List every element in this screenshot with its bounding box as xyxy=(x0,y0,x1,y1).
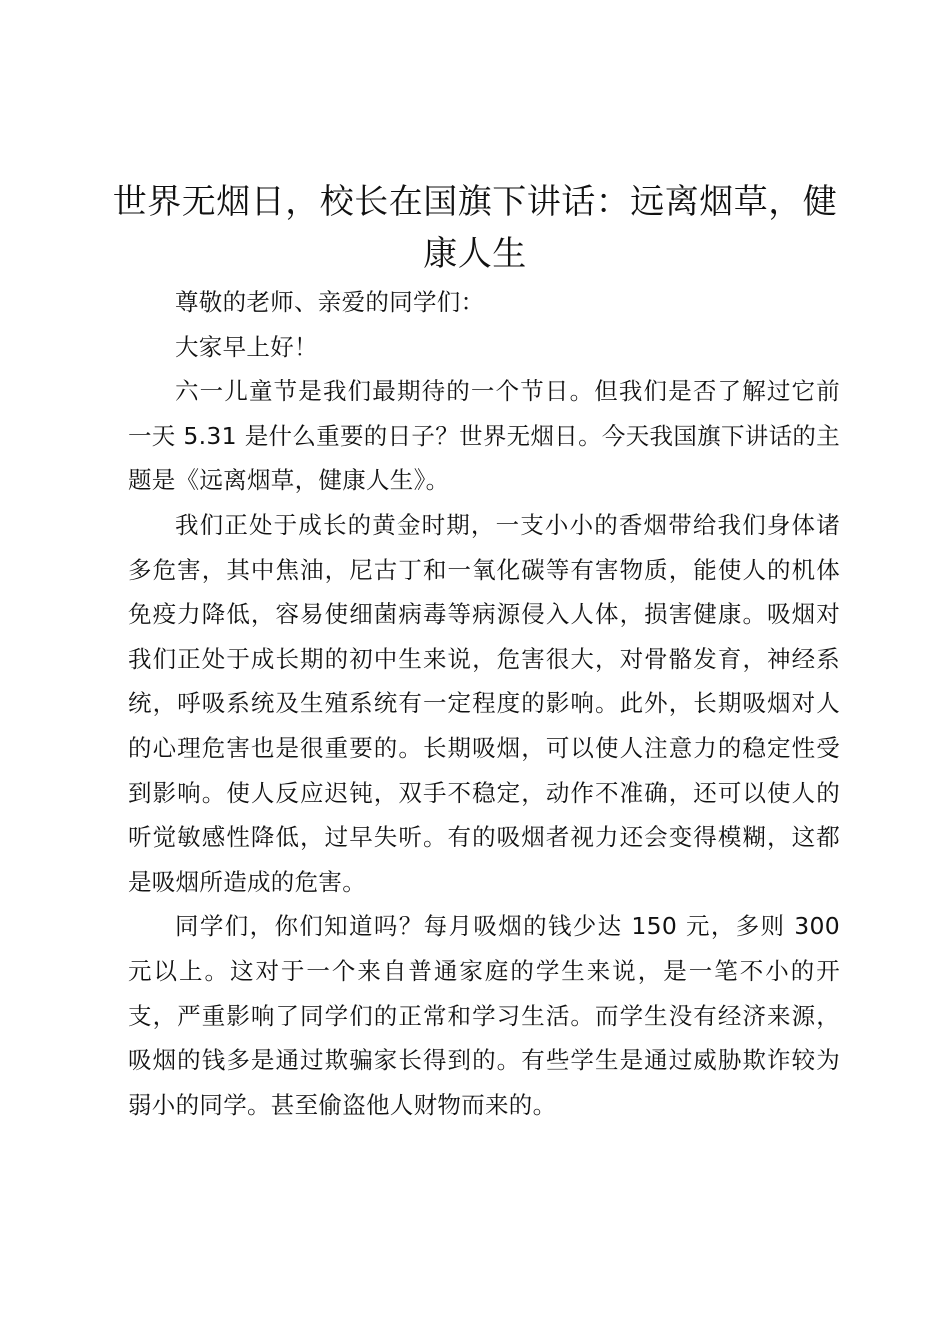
intro-paragraph: 六一儿童节是我们最期待的一个节日。但我们是否了解过它前一天 5.31 是什么重要的日子？世界无烟日。今天我国旗下讲话的主题是《远离烟草，健康人生》。 xyxy=(128,377,840,495)
document-title: 世界无烟日，校长在国旗下讲话：远离烟草，健康人生 xyxy=(112,182,838,274)
salutation-paragraph: 尊敬的老师、亲爱的同学们： xyxy=(175,288,485,316)
greeting-paragraph: 大家早上好！ xyxy=(175,332,318,361)
document-body xyxy=(128,280,840,1127)
health-harm-paragraph: 我们正处于成长的黄金时期，一支小小的香烟带给我们身体诸多危害，其中焦油，尼古丁和一氧化碳等有害物质，能使人的机体免疫力降低，容易使细菌病毒等病源侵入人体，损害健康。吸烟对我们正处于成长期的初中生来说，危害很大，对骨骼发育，神经系统，呼吸系统及生殖系统有一定程度的影响。此外，长期吸烟对人的心理危害也是很重要的。长期吸烟，可以使人注意力的稳定性受到影响。使人反应迟钝，双手不稳定，动作不准确，还可以使人的听觉敏感性降低，过早失听。有的吸烟者视力还会变得模糊，这都是吸烟所造成的危害。 xyxy=(128,510,840,896)
cost-paragraph: 同学们，你们知道吗？每月吸烟的钱少达 150 元，多则 300 元以上。这对于一个来自普通家庭的学生来说，是一笔不小的开支，严重影响了同学们的正常和学习生活。而学生没有经济来源，吸烟的钱多是通过欺骗家长得到的。有些学生是通过威胁欺诈较为弱小的同学。甚至偷盗他人财物而来的。 xyxy=(128,912,840,1119)
